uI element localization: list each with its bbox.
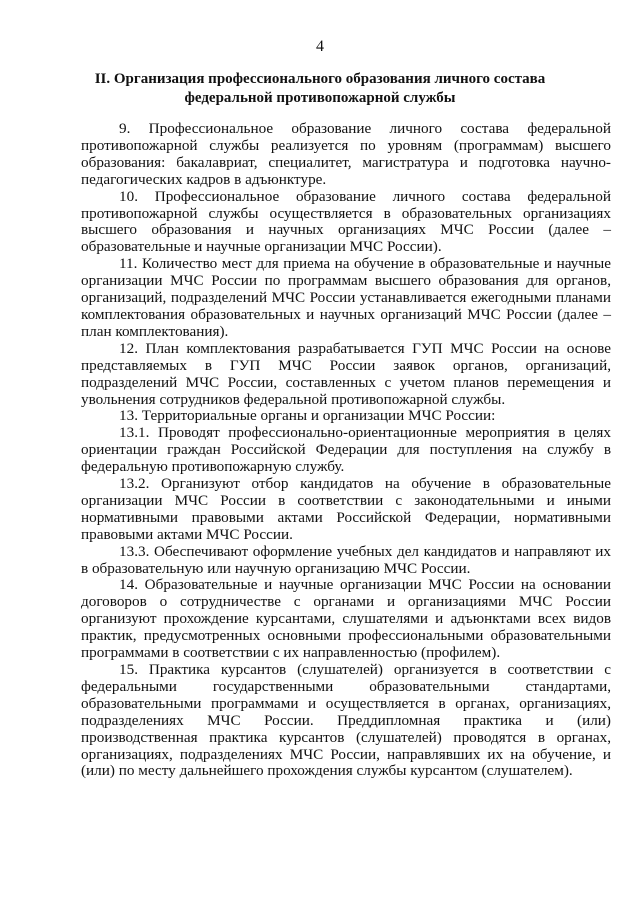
paragraph-13-3: 13.3. Обеспечивают оформление учебных дел кандидатов и направляют их в образовательную или научную организацию МЧС России. bbox=[81, 542, 611, 577]
paragraph-9: 9. Профессиональное образование личного состава федеральной противопожарной службы реализуется по уровням (программам) высшего образования: бакалавриат, специалитет, магистратура и подготовка научно-педагогических кадров в адъюнктуре. bbox=[81, 120, 611, 188]
paragraph-11: 11. Количество мест для приема на обучение в образовательные и научные организации МЧС России по программам высшего образования для органов, организаций, подразделений МЧС России устанавливается ежегодными планами комплектования образовательных и научных организаций МЧС России (далее – план комплектования). bbox=[81, 255, 611, 340]
paragraph-10: 10. Профессиональное образование личного состава федеральной противопожарной службы осуществляется в образовательных организациях высшего образования и научных организациях МЧС России (далее – образовательные и научные организации МЧС России). bbox=[81, 187, 611, 256]
document-body bbox=[81, 121, 611, 780]
section-title bbox=[82, 70, 558, 108]
section-title-line-2: федеральной противопожарной службы bbox=[184, 90, 456, 106]
paragraph-15: 15. Практика курсантов (слушателей) организуется в соответствии с федеральными государственными образовательными стандартами, образовательными программами и осуществляется в органах, организациях, подразделениях МЧС России. Преддипломная практика и (или) производственная практика курсантов (слушателей) проводятся в органах, организациях, подразделениях МЧС России, направлявших их на обучение, и (или) по месту дальнейшего прохождения службы курсантом (слушателем). bbox=[81, 661, 611, 780]
paragraph-14: 14. Образовательные и научные организации МЧС России на основании договоров о сотрудничестве с органами и организациями МЧС России организуют прохождение курсантами, слушателями и адъюнктами всех видов практик, предусмотренных основными профессиональными образовательными программами в соответствии с их направленностью (профилем). bbox=[81, 576, 611, 662]
paragraph-13: 13. Территориальные органы и организации МЧС России: bbox=[119, 407, 496, 425]
paragraph-13-2: 13.2. Организуют отбор кандидатов на обучение в образовательные организации МЧС России в соответствии с законодательными и иными нормативными правовыми актами Российской Федерации, нормативными правовыми актами МЧС России. bbox=[81, 475, 611, 543]
page-number: 4 bbox=[316, 38, 324, 55]
paragraph-13-1: 13.1. Проводят профессионально-ориентационные мероприятия в целях ориентации граждан Российской Федерации для поступления на службу в федеральную противопожарную службу. bbox=[81, 424, 611, 476]
section-title-line-1: II. Организация профессионального образования личного состава bbox=[94, 71, 546, 87]
paragraph-12: 12. План комплектования разрабатывается ГУП МЧС России на основе представляемых в ГУП МЧС России заявок органов, организаций, подразделений МЧС России, составленных с учетом планов перемещения и увольнения сотрудников федеральной противопожарной службы. bbox=[81, 339, 611, 408]
